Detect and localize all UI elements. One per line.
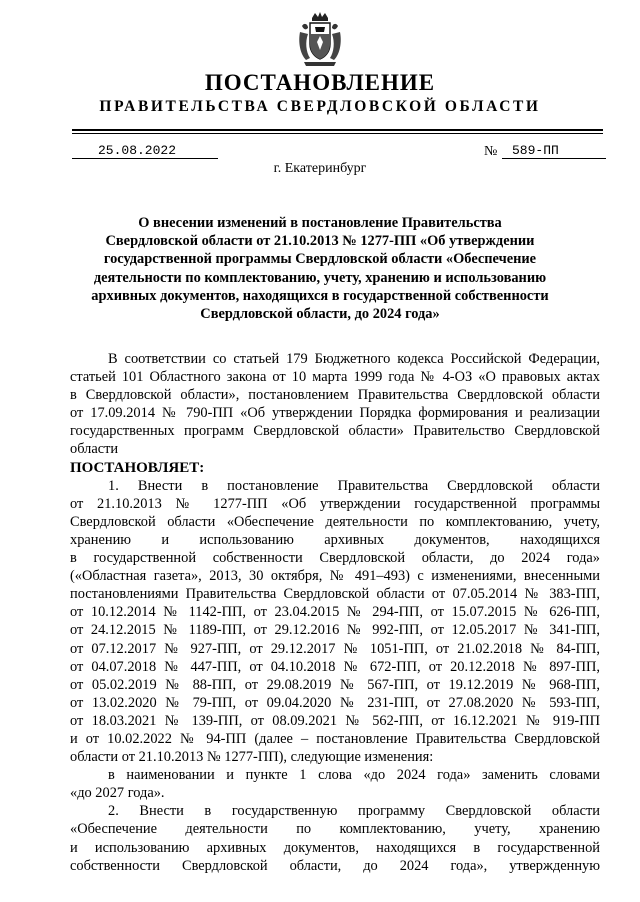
heading-line: деятельности по комплектованию, учету, хранению и использованию: [93, 269, 547, 286]
body-line: области: [70, 441, 119, 458]
body-line: от 21.10.2013 № 1277-ПП «Об утверждении государственной программы: [70, 495, 600, 512]
body-line: от 10.12.2014 № 1142-ПП, от 23.04.2015 № 294-ПП, от 15.07.2015 № 626-ПП,: [70, 604, 600, 621]
body-line: от 17.09.2014 № 790-ПП «Об утверждении Порядка формирования и реализации: [70, 405, 600, 422]
body-line: «до 2027 года».: [70, 785, 165, 802]
document-number: 589-ПП: [512, 143, 559, 158]
heading-line: государственной программы Свердловской области «Обеспечение: [103, 251, 537, 268]
body-line: от 18.03.2021 № 139-ПП, от 08.09.2021 № 562-ПП, от 16.12.2021 № 919-ПП: [70, 712, 600, 729]
body-line: в государственной собственности Свердловской области, до 2024 года»: [70, 550, 600, 567]
body-line: в Свердловской области», постановлением Правительства Свердловской области: [70, 387, 600, 404]
body-line: от 04.07.2018 № 447-ПП, от 04.10.2018 № 672-ПП, от 20.12.2018 № 897-ПП,: [70, 658, 600, 675]
body-line: «Обеспечение деятельности по комплектованию, учету, хранению: [70, 821, 600, 838]
heading-line: архивных документов, находящихся в государственной собственности: [91, 287, 549, 304]
document-heading: [90, 214, 550, 323]
coat-of-arms-icon: [296, 12, 344, 68]
document-city: г. Екатеринбург: [273, 161, 367, 176]
body-line: постановлениями Правительства Свердловской области от 07.05.2014 № 383-ПП,: [70, 586, 600, 603]
body-line: («Областная газета», 2013, 30 октября, № 491–493) с изменениями, внесенными: [70, 568, 600, 585]
body-line: Свердловской области «Обеспечение деятельности по комплектованию, учету,: [70, 513, 600, 530]
body-line: области от 21.10.2013 № 1277-ПП), следующие изменения:: [70, 749, 434, 766]
header-rule-thin: [72, 133, 603, 134]
body-line: государственных программ Свердловской области» Правительство Свердловской: [70, 423, 600, 440]
document-issuer: ПРАВИТЕЛЬСТВА СВЕРДЛОВСКОЙ ОБЛАСТИ: [99, 98, 541, 115]
body-line: статьей 101 Областного закона от 10 марта 1999 года № 4-ОЗ «О правовых актах: [70, 369, 600, 386]
heading-line: Свердловской области, до 2024 года»: [200, 306, 440, 323]
document-body: [70, 350, 600, 875]
number-sign: №: [484, 144, 498, 159]
heading-line: Свердловской области от 21.10.2013 № 1277-ПП «Об утверждении: [105, 233, 535, 250]
body-line: от 13.02.2020 № 79-ПП, от 09.04.2020 № 231-ПП, от 27.08.2020 № 593-ПП,: [70, 694, 600, 711]
body-line: собственности Свердловской области, до 2024 года», утвержденную: [70, 857, 600, 874]
body-line: 1. Внести в постановление Правительства Свердловской области: [108, 477, 600, 494]
body-line: хранению и использованию архивных документов, находящихся: [70, 531, 600, 548]
document-title: ПОСТАНОВЛЕНИЕ: [204, 70, 436, 95]
document-date: 25.08.2022: [98, 143, 177, 158]
body-line: и от 10.02.2022 № 94-ПП (далее – постановление Правительства Свердловской: [70, 730, 600, 747]
resolution-keyword: ПОСТАНОВЛЯЕТ:: [70, 459, 205, 476]
body-line: от 05.02.2019 № 88-ПП, от 29.08.2019 № 567-ПП, от 19.12.2019 № 968-ПП,: [70, 676, 600, 693]
number-underline: [502, 158, 606, 159]
body-line: от 24.12.2015 № 1189-ПП, от 29.12.2016 № 992-ПП, от 12.05.2017 № 341-ПП,: [70, 622, 600, 639]
date-underline: [72, 158, 218, 159]
header-rule-thick: [72, 129, 603, 131]
body-line: В соответствии со статьей 179 Бюджетного кодекса Российской Федерации,: [108, 351, 600, 367]
body-line: 2. Внести в государственную программу Свердловской области: [108, 803, 600, 820]
body-line: в наименовании и пункте 1 слова «до 2024 года» заменить словами: [108, 767, 600, 784]
body-line: и использованию архивных документов, находящихся в государственной: [70, 839, 600, 856]
body-line: от 07.12.2017 № 927-ПП, от 29.12.2017 № 1051-ПП, от 21.02.2018 № 84-ПП,: [70, 640, 600, 657]
heading-line: О внесении изменений в постановление Правительства: [138, 215, 502, 231]
